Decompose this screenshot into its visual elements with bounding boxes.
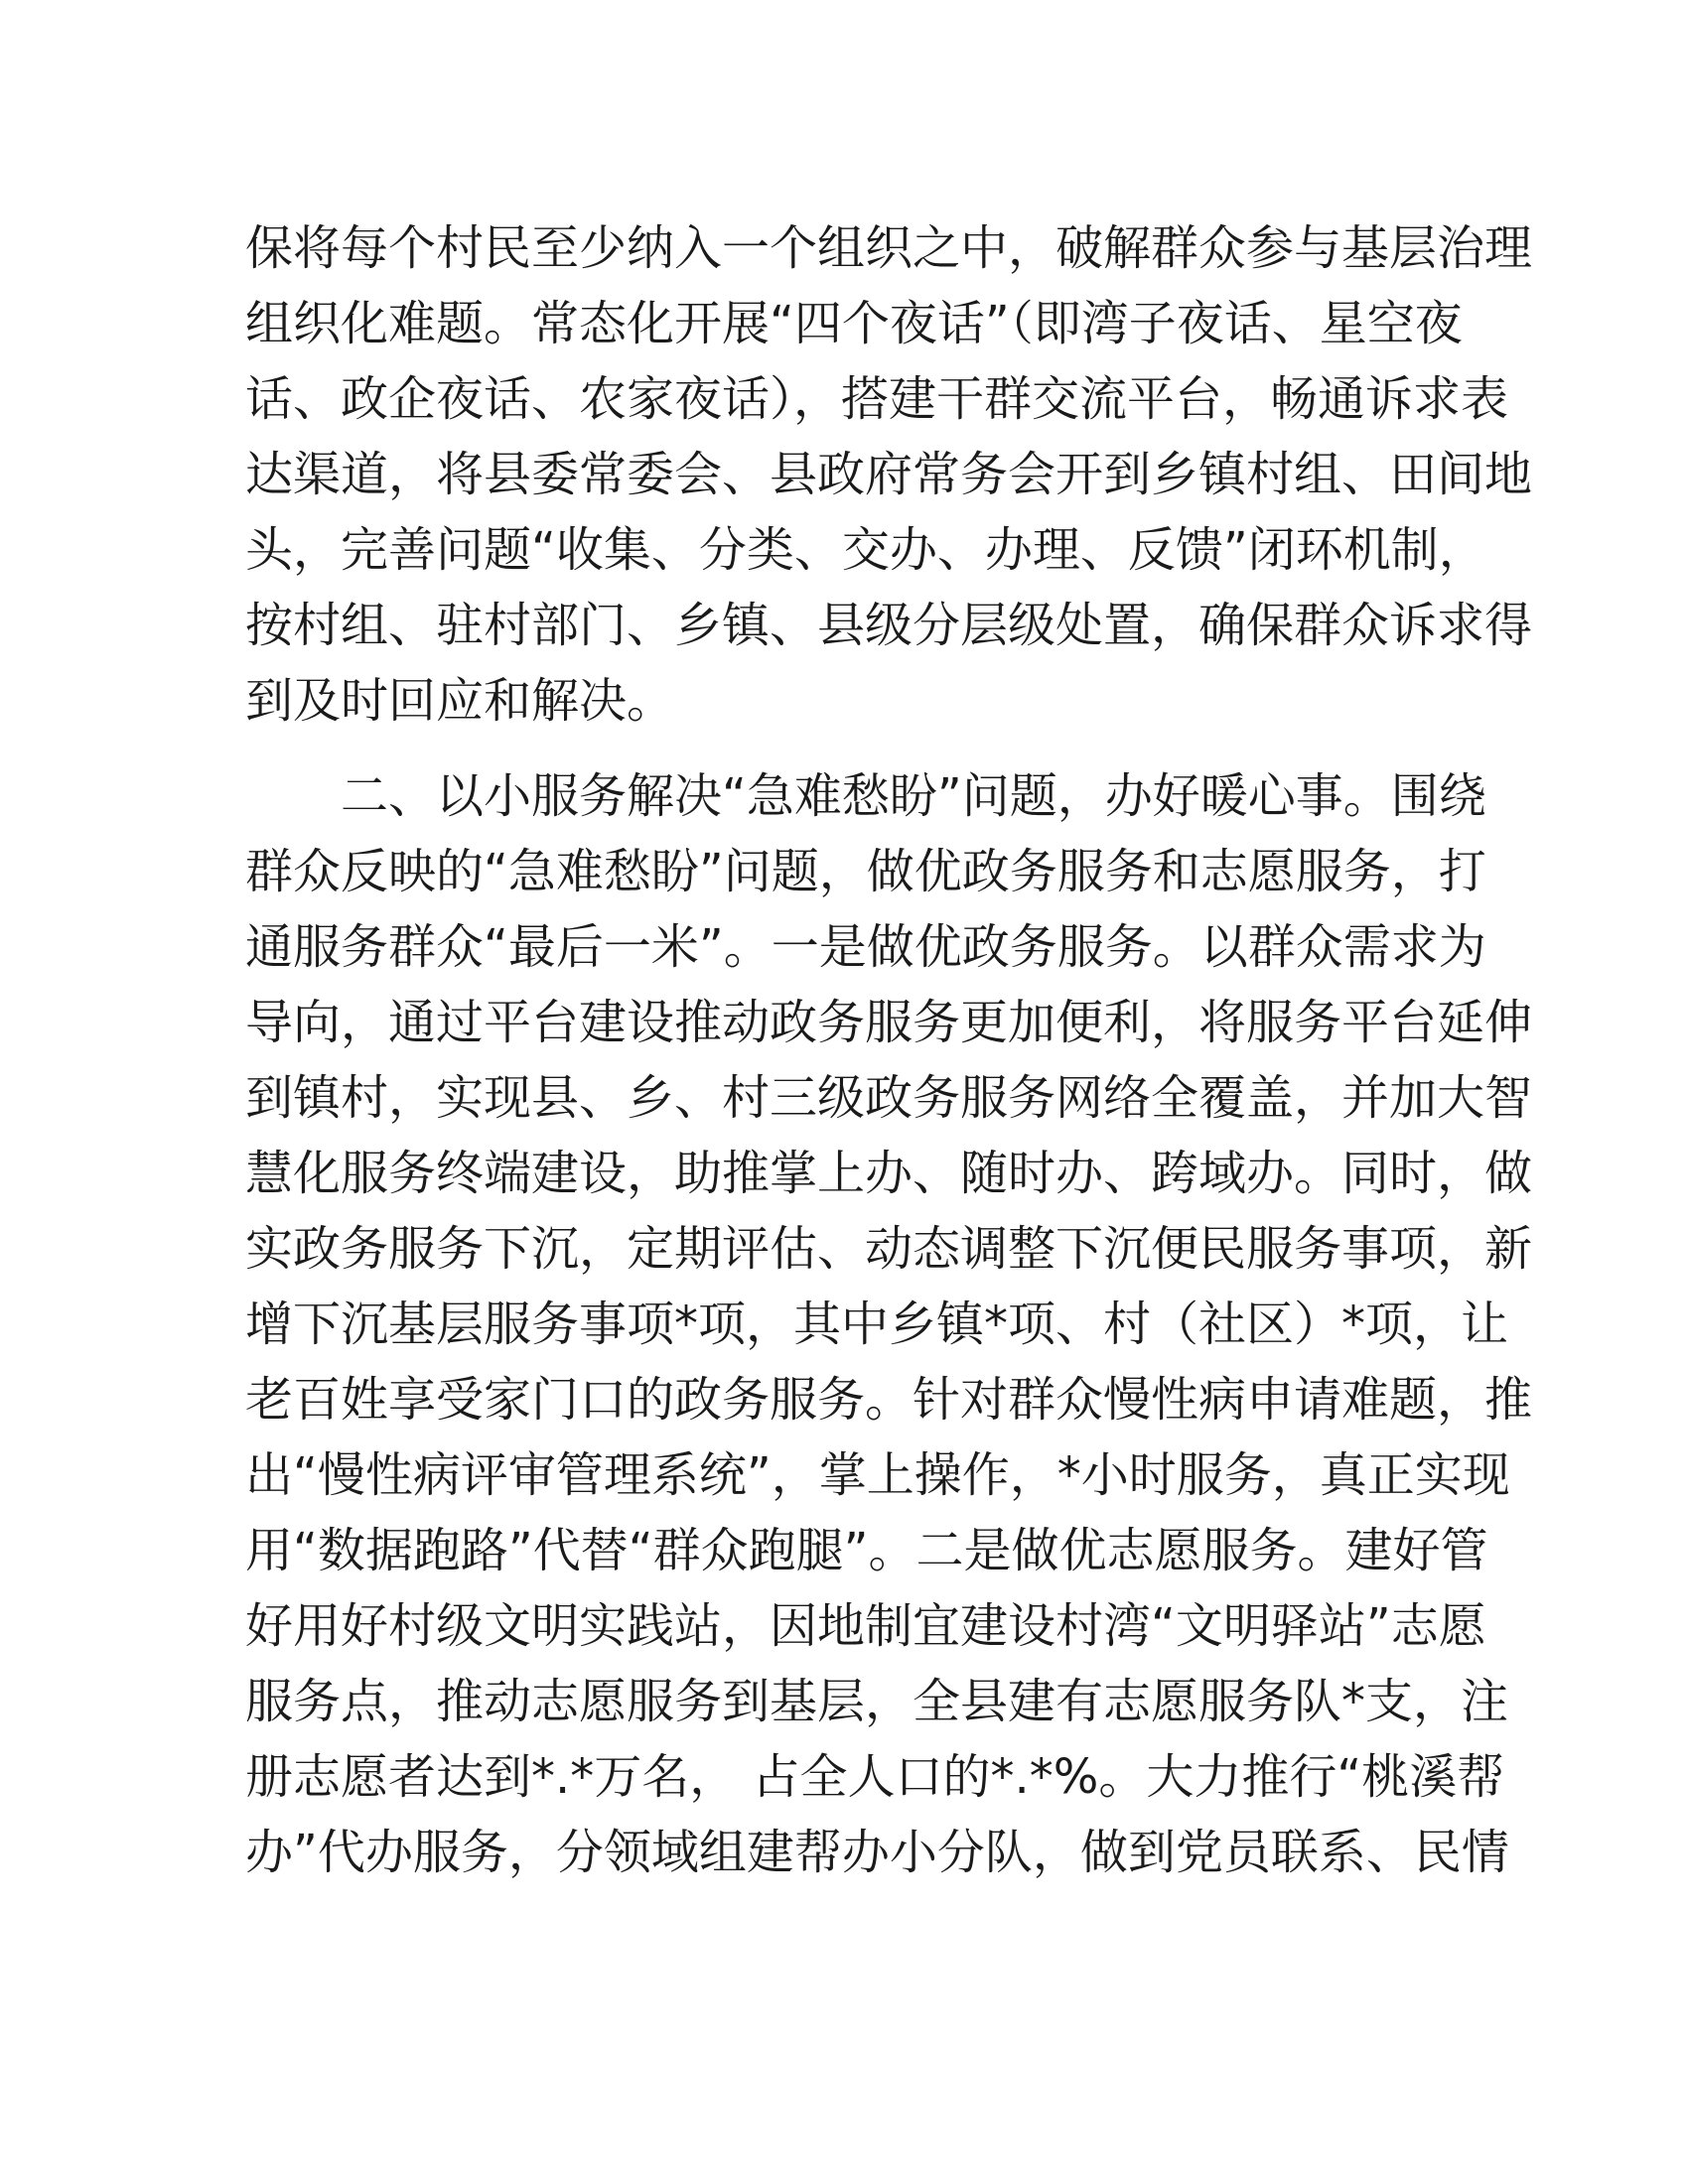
- text-line: 到及时回应和解决。: [245, 673, 675, 729]
- text-line: 群众反映的“急难愁盼”问题，做优政务服务和志愿服务，打: [245, 844, 1486, 899]
- text-line: 出“慢性病评审管理系统”，掌上操作，*小时服务，真正实现: [245, 1447, 1510, 1503]
- text-line: 导向，通过平台建设推动政务服务更加便利，将服务平台延伸: [245, 995, 1533, 1050]
- text-line: 保将每个村民至少纳入一个组织之中，破解群众参与基层治理: [245, 220, 1533, 276]
- body-text: [245, 210, 1533, 1890]
- text-line: 二、以小服务解决“急难愁盼”问题，办好暖心事。围绕: [341, 768, 1486, 824]
- text-line: 到镇村，实现县、乡、村三级政务服务网络全覆盖，并加大智: [245, 1070, 1533, 1126]
- text-line: 老百姓享受家门口的政务服务。针对群众慢性病申请难题，推: [245, 1372, 1533, 1428]
- text-line: 慧化服务终端建设，助推掌上办、随时办、跨域办。同时，做: [245, 1146, 1533, 1201]
- text-line: 实政务服务下沉，定期评估、动态调整下沉便民服务事项，新: [245, 1221, 1533, 1277]
- text-line: 通服务群众“最后一米”。一是做优政务服务。以群众需求为: [245, 919, 1486, 975]
- text-line: 增下沉基层服务事项*项，其中乡镇*项、村（社区）*项，让: [245, 1297, 1509, 1352]
- text-line: 话、政企夜话、农家夜话），搭建干群交流平台，畅通诉求表: [245, 371, 1509, 427]
- paragraph-spacer: [245, 739, 1447, 758]
- text-line: 组织化难题。常态化开展“四个夜话”（即湾子夜话、星空夜: [245, 296, 1463, 351]
- paragraph-2: [245, 758, 1533, 1890]
- text-line: 册志愿者达到*.*万名， 占全人口的*.*%。大力推行“桃溪帮: [245, 1749, 1505, 1805]
- paragraph-1: [245, 210, 1533, 739]
- text-line: 头，完善问题“收集、分类、交办、办理、反馈”闭环机制，: [245, 522, 1486, 578]
- text-line: 好用好村级文明实践站，因地制宜建设村湾“文明驿站”志愿: [245, 1598, 1486, 1654]
- text-line: 服务点，推动志愿服务到基层，全县建有志愿服务队*支，注: [245, 1674, 1509, 1729]
- text-line: 达渠道，将县委常委会、县政府常务会开到乡镇村组、田间地: [245, 447, 1533, 502]
- text-line: 用“数据跑路”代替“群众跑腿”。二是做优志愿服务。建好管: [245, 1523, 1488, 1578]
- text-line: 按村组、驻村部门、乡镇、县级分层级处置，确保群众诉求得: [245, 598, 1533, 653]
- text-line: 办”代办服务，分领域组建帮办小分队，做到党员联系、民情: [245, 1825, 1509, 1880]
